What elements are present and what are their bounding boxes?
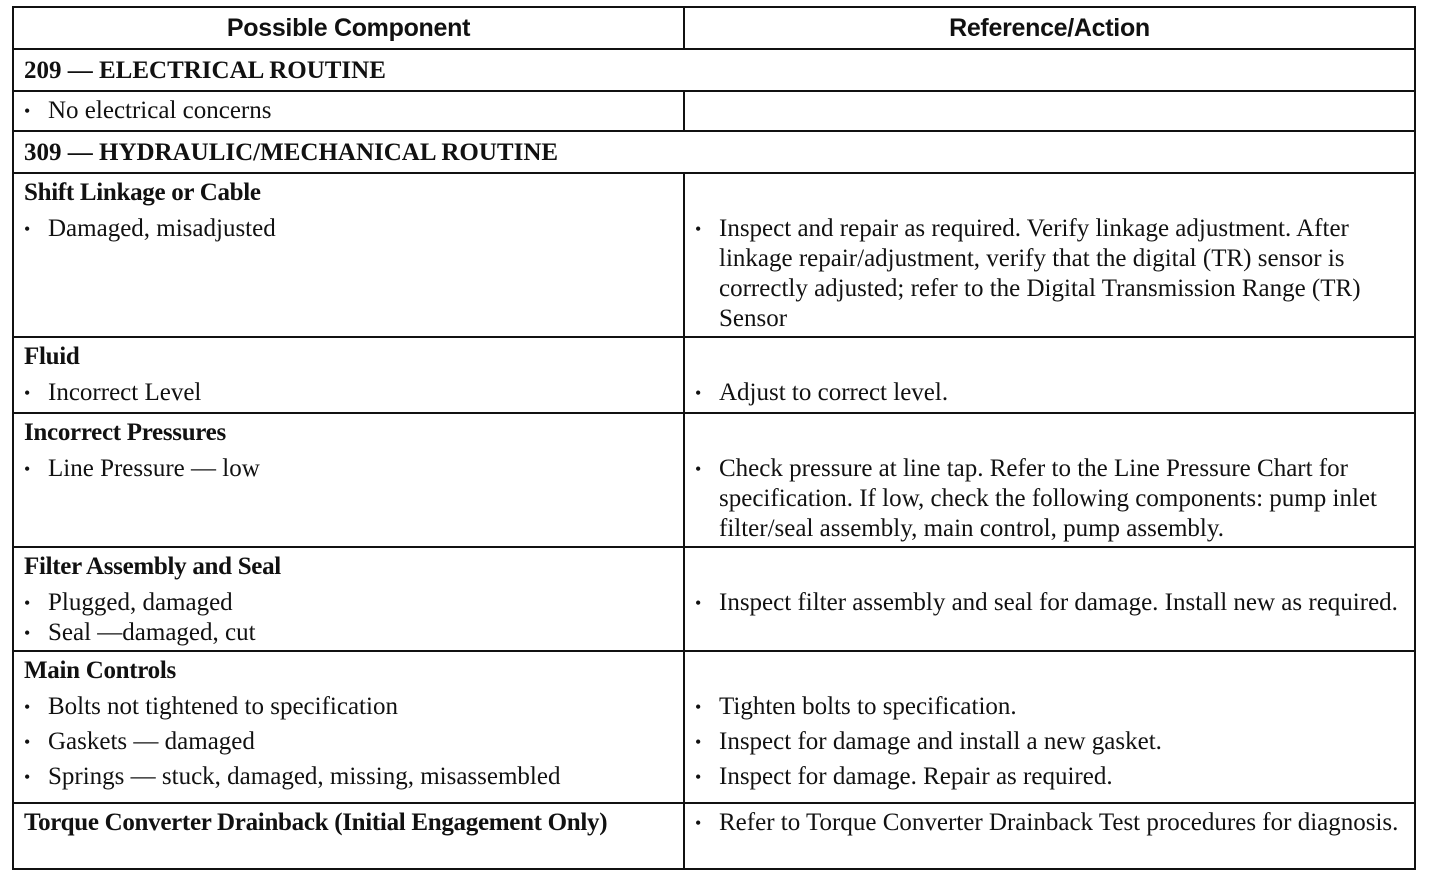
action-cell bbox=[684, 651, 1415, 803]
diagnostic-table bbox=[12, 6, 1416, 870]
column-header-component: Possible Component bbox=[13, 7, 684, 49]
action-cell bbox=[684, 91, 1415, 131]
table-row bbox=[13, 413, 1415, 547]
list-item: • Plugged, damaged bbox=[24, 589, 233, 616]
action-cell bbox=[684, 547, 1415, 651]
bullet-icon: • bbox=[24, 623, 31, 643]
table-row bbox=[13, 803, 1415, 869]
component-cell bbox=[13, 413, 684, 547]
routine-title-309: 309 — HYDRAULIC/MECHANICAL ROUTINE bbox=[13, 131, 1415, 173]
bullet-icon: • bbox=[695, 593, 702, 613]
header-row bbox=[13, 7, 1415, 49]
list-item: • Gaskets — damaged bbox=[24, 728, 255, 755]
bullet-icon: • bbox=[695, 219, 702, 239]
bullet-icon: • bbox=[24, 593, 31, 613]
table-row bbox=[13, 173, 1415, 337]
routine-title-209: 209 — ELECTRICAL ROUTINE bbox=[13, 49, 1415, 91]
bullet-icon: • bbox=[695, 697, 702, 717]
bullet-icon: • bbox=[695, 732, 702, 752]
component-cell bbox=[13, 91, 684, 131]
table-row bbox=[13, 337, 1415, 413]
bullet-icon: • bbox=[695, 383, 702, 403]
diagnostic-table-page bbox=[12, 6, 1416, 870]
list-item: • Bolts not tightened to specification bbox=[24, 693, 398, 720]
bullet-icon: • bbox=[695, 813, 702, 833]
list-item: • Inspect and repair as required. Verify linkage adjustment. After linkage repair/adjustment, verify that the digital (TR) sensor is correctly adjusted; refer to the Digital Transmission Range (TR) Sensor bbox=[695, 215, 1361, 332]
action-cell bbox=[684, 173, 1415, 337]
component-heading: Incorrect Pressures bbox=[24, 419, 226, 446]
component-heading: Main Controls bbox=[24, 657, 176, 684]
component-heading: Shift Linkage or Cable bbox=[24, 179, 261, 206]
bullet-icon: • bbox=[24, 697, 31, 717]
list-item: • Damaged, misadjusted bbox=[24, 215, 276, 242]
bullet-icon: • bbox=[24, 383, 31, 403]
bullet-icon: • bbox=[695, 459, 702, 479]
list-item: • Tighten bolts to specification. bbox=[695, 693, 1017, 720]
component-heading: Filter Assembly and Seal bbox=[24, 553, 281, 580]
action-cell bbox=[684, 337, 1415, 413]
list-item: • Adjust to correct level. bbox=[695, 379, 949, 406]
component-cell bbox=[13, 547, 684, 651]
bullet-icon: • bbox=[24, 459, 31, 479]
bullet-icon: • bbox=[24, 101, 31, 121]
list-item: • Seal —damaged, cut bbox=[24, 619, 256, 646]
bullet-icon: • bbox=[24, 219, 31, 239]
action-cell bbox=[684, 413, 1415, 547]
column-header-action: Reference/Action bbox=[684, 7, 1415, 49]
component-heading: Fluid bbox=[24, 343, 80, 370]
action-cell bbox=[684, 803, 1415, 869]
list-item: • Refer to Torque Converter Drainback Test procedures for diagnosis. bbox=[695, 809, 1399, 836]
list-item: • Incorrect Level bbox=[24, 379, 202, 406]
table-row bbox=[13, 91, 1415, 131]
list-item: • Inspect for damage. Repair as required. bbox=[695, 763, 1113, 790]
list-item: • Check pressure at line tap. Refer to the Line Pressure Chart for specification. If low, check the following components: pump inlet filter/seal assembly, main control, pump assembly. bbox=[695, 455, 1377, 542]
list-item: • Inspect filter assembly and seal for damage. Install new as required. bbox=[695, 589, 1398, 616]
table-row bbox=[13, 651, 1415, 803]
routine-row-309 bbox=[13, 131, 1415, 173]
list-item: • Inspect for damage and install a new gasket. bbox=[695, 728, 1162, 755]
list-item: • No electrical concerns bbox=[24, 97, 272, 124]
bullet-icon: • bbox=[695, 767, 702, 787]
bullet-icon: • bbox=[24, 732, 31, 752]
routine-row-209 bbox=[13, 49, 1415, 91]
component-heading: Torque Converter Drainback (Initial Engagement Only) bbox=[24, 809, 608, 836]
list-item: • Springs — stuck, damaged, missing, misassembled bbox=[24, 763, 561, 790]
component-cell bbox=[13, 803, 684, 869]
list-item: • Line Pressure — low bbox=[24, 455, 260, 482]
component-cell bbox=[13, 337, 684, 413]
component-cell bbox=[13, 651, 684, 803]
table-row bbox=[13, 547, 1415, 651]
component-cell bbox=[13, 173, 684, 337]
bullet-icon: • bbox=[24, 767, 31, 787]
